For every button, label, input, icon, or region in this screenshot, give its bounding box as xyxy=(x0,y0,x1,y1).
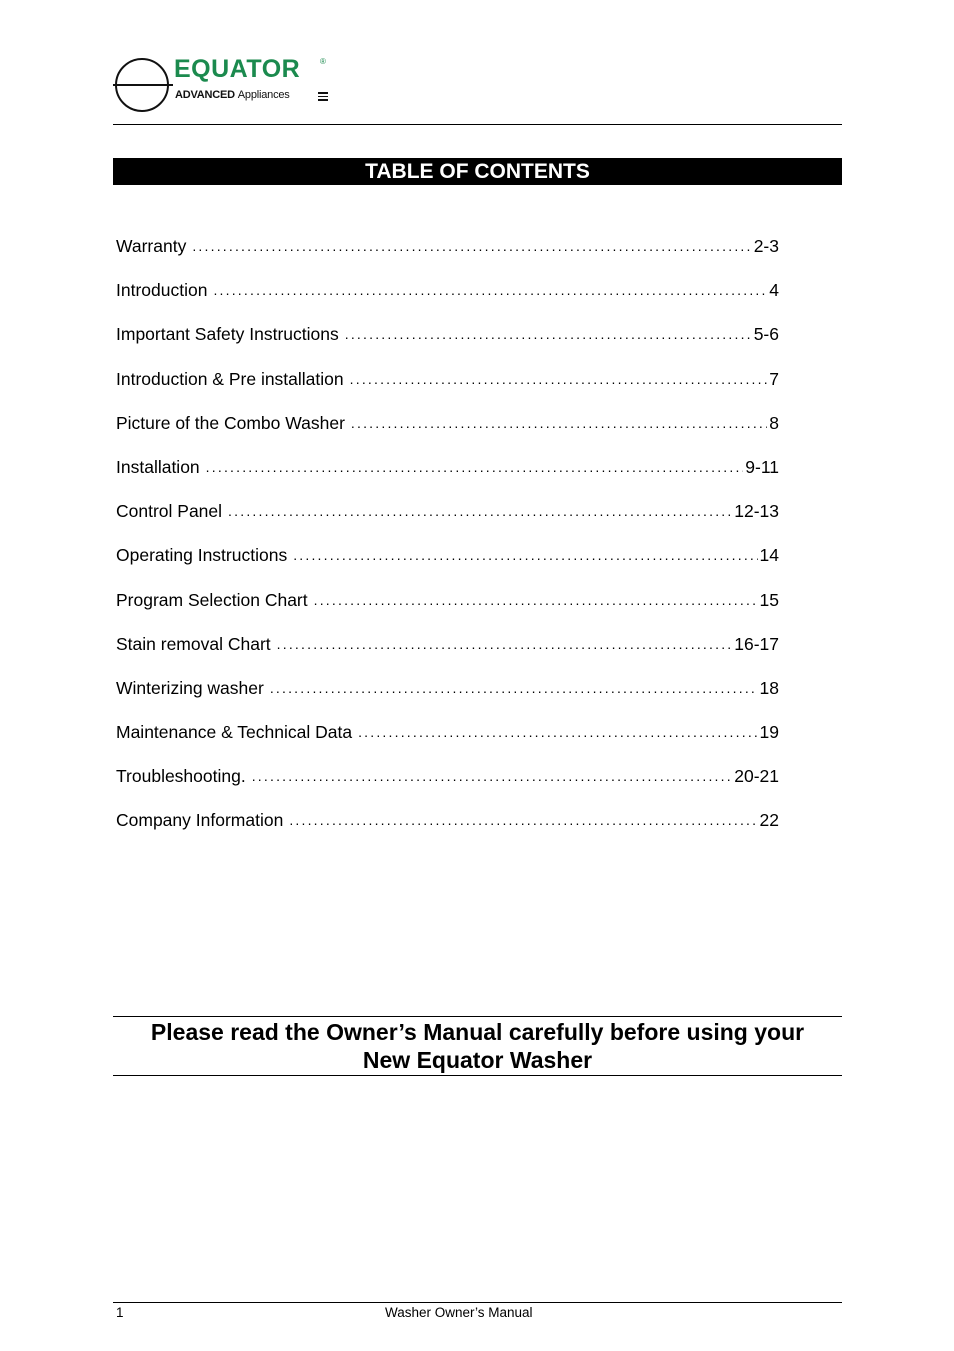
toc-entry-title: Troubleshooting. xyxy=(116,766,246,787)
toc-entry-leader xyxy=(213,280,767,300)
toc-list xyxy=(116,236,779,855)
notice-line-2: New Equator Washer xyxy=(362,1047,593,1073)
toc-entry-title: Stain removal Chart xyxy=(116,633,271,654)
toc-entry-title: Important Safety Instructions xyxy=(116,324,339,345)
toc-entry xyxy=(116,722,779,766)
toc-entry xyxy=(116,590,779,634)
toc-entry-leader xyxy=(270,678,758,698)
toc-entry-title: Control Panel xyxy=(116,501,223,522)
toc-entry-page: 9-11 xyxy=(745,456,779,477)
toc-entry xyxy=(116,501,779,545)
toc-entry-page: 19 xyxy=(759,722,779,743)
toc-entry xyxy=(116,634,779,678)
toc-entry-page: 2-3 xyxy=(753,236,779,256)
toc-entry xyxy=(116,324,779,368)
logo-tagline-rest: Appliances xyxy=(237,89,290,101)
notice-line-1: Please read the Owner’s Manual carefully before using your xyxy=(150,1019,805,1045)
equator-logo xyxy=(113,55,343,115)
toc-entry-page: 15 xyxy=(759,589,779,610)
toc-entry-title: Program Selection Chart xyxy=(116,589,308,610)
toc-entry xyxy=(116,280,779,324)
toc-heading: TABLE OF CONTENTS xyxy=(113,158,842,185)
toc-entry xyxy=(116,457,779,501)
toc-entry-page: 14 xyxy=(759,545,779,566)
toc-entry-title: Picture of the Combo Washer xyxy=(116,412,345,433)
toc-entry-page: 20-21 xyxy=(734,766,779,787)
notice-rule-bottom xyxy=(113,1075,842,1076)
logo-brand: EQUATOR xyxy=(174,55,301,83)
toc-entry-leader xyxy=(345,324,752,344)
toc-entry-page: 4 xyxy=(769,280,779,301)
toc-entry-title: Maintenance & Technical Data xyxy=(116,722,353,743)
logo-registered-mark: ® xyxy=(320,57,326,66)
toc-entry-page: 12-13 xyxy=(734,501,779,522)
toc-entry-page: 16-17 xyxy=(734,633,779,654)
toc-entry-title: Installation xyxy=(116,456,200,477)
toc-entry-page: 18 xyxy=(759,677,779,698)
footer-rule xyxy=(113,1302,842,1303)
toc-entry-leader xyxy=(252,766,733,786)
toc-entry-title: Winterizing washer xyxy=(116,677,264,698)
toc-entry-title: Company Information xyxy=(116,810,284,831)
header-rule xyxy=(113,124,842,125)
logo-lines-icon xyxy=(318,92,328,103)
toc-entry-page: 5-6 xyxy=(753,324,779,345)
notice-rule-top xyxy=(113,1016,842,1017)
footer-page-number: 1 xyxy=(116,1305,124,1320)
toc-entry-leader xyxy=(314,590,758,610)
toc-entry-leader xyxy=(293,545,757,565)
toc-entry xyxy=(116,810,779,854)
toc-entry-leader xyxy=(192,236,751,256)
toc-entry xyxy=(116,678,779,722)
toc-entry xyxy=(116,766,779,810)
toc-entry-page: 22 xyxy=(759,810,779,831)
toc-entry xyxy=(116,236,779,280)
toc-entry-title: Introduction xyxy=(116,280,208,301)
logo-tagline-bold: ADVANCED xyxy=(175,89,235,101)
toc-entry-leader xyxy=(358,722,757,742)
toc-entry-page: 8 xyxy=(769,412,779,433)
notice xyxy=(113,1018,842,1074)
logo-circle-icon xyxy=(113,55,173,115)
logo-tagline xyxy=(175,89,290,101)
toc-entry-title: Introduction & Pre installation xyxy=(116,368,344,389)
toc-entry-leader xyxy=(277,634,733,654)
toc-entry xyxy=(116,545,779,589)
footer-title: Washer Owner’s Manual xyxy=(385,1305,533,1320)
toc-entry-page: 7 xyxy=(769,368,779,389)
toc-entry-leader xyxy=(289,810,757,830)
toc-entry-leader xyxy=(228,501,732,521)
toc-entry-title: Warranty xyxy=(116,236,187,256)
toc-entry-title: Operating Instructions xyxy=(116,545,288,566)
toc-entry-leader xyxy=(206,457,744,477)
toc-entry-leader xyxy=(350,369,768,389)
toc-entry xyxy=(116,413,779,457)
toc-entry-leader xyxy=(351,413,767,433)
toc-entry xyxy=(116,369,779,413)
